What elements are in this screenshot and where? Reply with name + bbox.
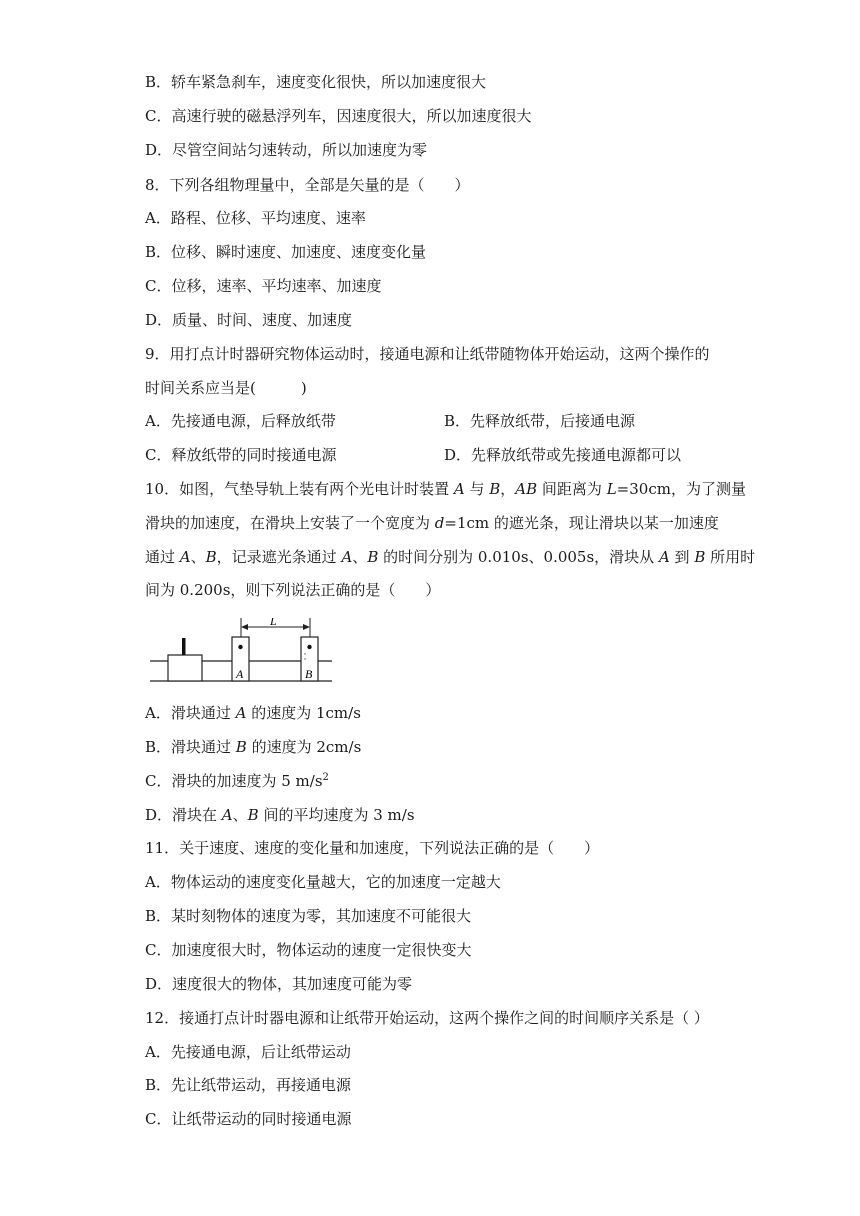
label-l: L (270, 618, 277, 628)
q9-stem-line1: 9．用打点计时器研究物体运动时，接通电源和让纸带随物体开始运动，这两个操作的 (145, 345, 710, 363)
q10-stem-line4: 间为 0.200s，则下列说法正确的是（ ） (145, 581, 441, 599)
q8-option-b: B．位移、瞬时速度、加速度、速度变化量 (145, 243, 427, 261)
q7-option-d: D．尽管空间站匀速转动，所以加速度为零 (145, 141, 428, 159)
q11-option-d: D．速度很大的物体，其加速度可能为零 (145, 975, 413, 993)
q10-option-c: C．滑块的加速度为 5 $m/s^2$ (145, 772, 329, 790)
q10-option-b: B．滑块通过 B 的速度为 2cm/s (145, 738, 362, 756)
q9-option-d: D．先释放纸带或先接通电源都可以 (444, 446, 682, 464)
q12-option-a: A．先接通电源，后让纸带运动 (145, 1043, 351, 1061)
air-track-figure (148, 618, 334, 686)
q10-stem-line1: 10．如图，气垫导轨上装有两个光电计时装置 A 与 B，AB 间距离为 L=30cm，为了测量 (145, 480, 746, 498)
q12-stem: 12．接通打点计时器电源和让纸带开始运动，这两个操作之间的时间顺序关系是（ ） (145, 1009, 709, 1027)
gate-b-sensor-icon (307, 645, 311, 649)
label-b: B (305, 667, 313, 681)
q8-option-c: C．位移，速率、平均速率、加速度 (145, 277, 382, 295)
q8-option-d: D．质量、时间、速度、加速度 (145, 311, 353, 329)
q8-option-a: A．路程、位移、平均速度、速率 (145, 209, 366, 227)
q11-option-a: A．物体运动的速度变化量越大，它的加速度一定越大 (145, 873, 501, 891)
label-a: A (236, 667, 244, 681)
slider-block (168, 655, 202, 681)
q11-option-b: B．某时刻物体的速度为零，其加速度不可能很大 (145, 907, 472, 925)
q9-option-b: B．先释放纸带，后接通电源 (444, 412, 636, 430)
q9-option-a: A．先接通电源，后释放纸带 (145, 412, 336, 430)
q8-stem: 8．下列各组物理量中，全部是矢量的是（ ） (145, 176, 470, 194)
q9-stem-line2: 时间关系应当是( ) (145, 379, 307, 397)
q12-option-b: B．先让纸带运动，再接通电源 (145, 1076, 352, 1094)
arrow-left-icon (241, 624, 248, 630)
shading-strip (182, 638, 186, 655)
q12-option-c: C．让纸带运动的同时接通电源 (145, 1110, 352, 1128)
q10-stem-line3: 通过 A、B，记录遮光条通过 A、B 的时间分别为 0.010s、0.005s，滑块从 A 到 B 所用时 (145, 548, 756, 566)
q11-stem: 11．关于速度、速度的变化量和加速度，下列说法正确的是（ ） (145, 839, 600, 857)
q7-option-b: B．轿车紧急刹车，速度变化很快，所以加速度很大 (145, 73, 487, 91)
q10-stem-line2: 滑块的加速度，在滑块上安装了一个宽度为 d=1cm 的遮光条，现让滑块以某一加速度 (145, 514, 719, 532)
q9-option-c: C．释放纸带的同时接通电源 (145, 446, 337, 464)
q10-option-a: A．滑块通过 A 的速度为 1cm/s (145, 704, 361, 722)
arrow-right-icon (303, 624, 310, 630)
gate-a-sensor-icon (238, 645, 242, 649)
q11-option-c: C．加速度很大时，物体运动的速度一定很快变大 (145, 941, 472, 959)
q10-option-d: D．滑块在 A、B 间的平均速度为 3 m/s (145, 806, 415, 824)
q7-option-c: C．高速行驶的磁悬浮列车，因速度很大，所以加速度很大 (145, 107, 532, 125)
